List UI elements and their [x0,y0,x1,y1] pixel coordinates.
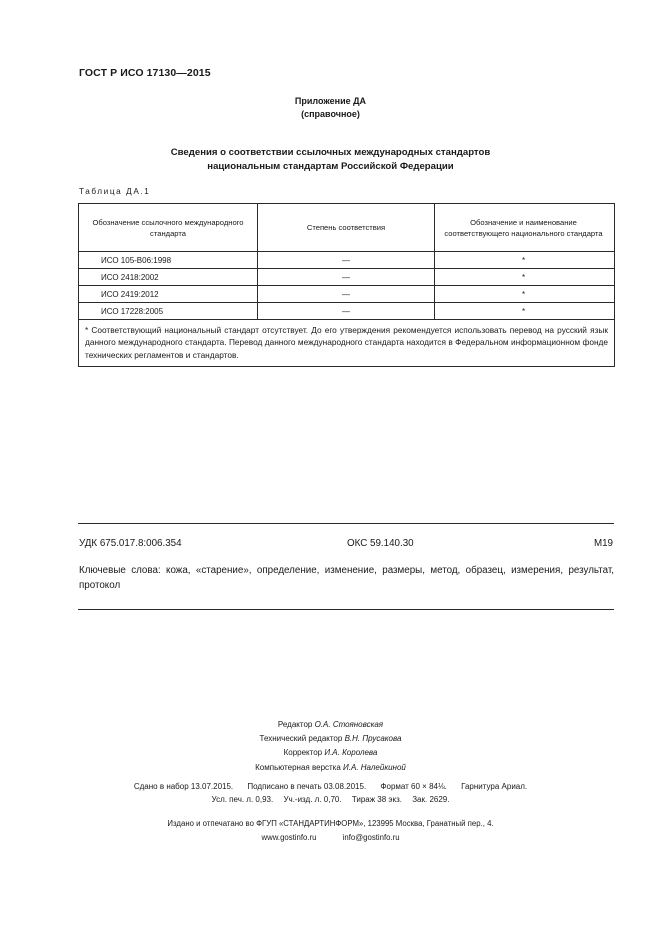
annex-heading-line-1: Сведения о соответствии ссылочных международных стандартов [170,147,491,158]
publisher-contacts [0,831,661,845]
table-caption: Таблица ДА.1 [79,187,151,196]
credit-editor-label: Редактор [277,720,313,729]
table-footnote [79,320,614,366]
imprint-order: Зак. 2629. [412,794,450,804]
header-degree: Степень соответствия [258,204,435,251]
divider-bottom [78,609,614,610]
table-row [79,252,614,269]
cell-degree: — [258,269,435,285]
annex-heading-line-2: национальным стандартам Российской Федерации [207,161,454,172]
udk-code: УДК 675.017.8:006.354 [79,538,182,549]
credit-layout-label: Компьютерная верстка [255,762,341,772]
cell-degree: — [258,252,435,268]
table-row [79,286,614,303]
cell-standard: ИСО 17228:2005 [79,303,258,319]
publisher-website-link[interactable]: www.gostinfo.ru [261,832,317,842]
document-code: ГОСТ Р ИСО 17130—2015 [79,67,211,79]
imprint-block [0,781,661,806]
credit-corrector-name: И.А. Королева [324,748,378,758]
credit-tech-editor-label: Технический редактор [259,734,343,744]
table-footnote-text: * Соответствующий национальный стандарт отсутствует. До его утверждения рекомендуется использовать перевод на русский язык данного международного стандарта. Перевод данного международного стандарта находится в Федеральном информационном фонде технических регламентов и стандартов. [85,325,608,360]
divider-top [78,523,614,524]
keywords: Ключевые слова: кожа, «старение», определение, изменение, размеры, метод, образец, измерения, результат, протокол [79,565,614,591]
credit-corrector [0,746,661,760]
cell-national: * [521,306,526,316]
staff-credits [0,718,661,775]
imprint-typeface: Гарнитура Ариал. [461,782,528,791]
imprint-pub-sheets: Уч.-изд. л. 0,70. [283,794,342,804]
table-note-row [79,320,614,366]
cell-national: * [521,272,526,282]
credit-tech-editor-name: В.Н. Прусакова [344,734,402,744]
table-header-row [79,204,614,252]
annex-title: Приложение ДА [294,96,367,106]
cell-standard: ИСО 105-В06:1998 [79,252,258,268]
cell-standard: ИСО 2419:2012 [79,286,258,302]
cell-degree: — [258,286,435,302]
credit-editor-name: О.А. Стояновская [314,720,384,729]
header-national-standard: Обозначение и наименование соответствующего национального стандарта [444,217,603,238]
publisher-line: Издано и отпечатано во ФГУП «СТАНДАРТИНФОРМ», 123995 Москва, Гранатный пер., 4. [167,819,494,828]
correspondence-table [78,203,615,367]
table-row [79,303,614,320]
imprint-print-date: Подписано в печать 03.08.2015. [247,782,367,791]
annex-heading [0,146,661,174]
publisher-email-link[interactable]: info@gostinfo.ru [342,832,400,842]
imprint-set-date: Сдано в набор 13.07.2015. [133,782,234,791]
cell-national: * [521,255,526,265]
classification-code: М19 [593,538,613,549]
oks-code: ОКС 59.140.30 [347,538,414,549]
table-row [79,269,614,286]
credit-tech-editor [0,732,661,746]
credit-layout-name: И.А. Налейкиной [343,762,406,772]
imprint-line-2 [0,794,661,807]
imprint-format: Формат 60 × 84⅛. [380,782,447,791]
publisher-block [0,817,661,844]
imprint-print-sheets: Усл. печ. л. 0,93. [211,794,274,804]
imprint-circulation: Тираж 38 экз. [351,794,402,804]
credit-editor [0,718,661,732]
cell-standard: ИСО 2418:2002 [79,269,258,285]
cell-degree: — [258,303,435,319]
credit-layout [0,761,661,775]
header-international-standard: Обозначение ссылочного международного стандарта [79,204,258,251]
imprint-line-1 [0,781,661,794]
annex-subtitle: (справочное) [301,109,360,119]
cell-national: * [521,289,526,299]
credit-corrector-label: Корректор [283,748,323,758]
